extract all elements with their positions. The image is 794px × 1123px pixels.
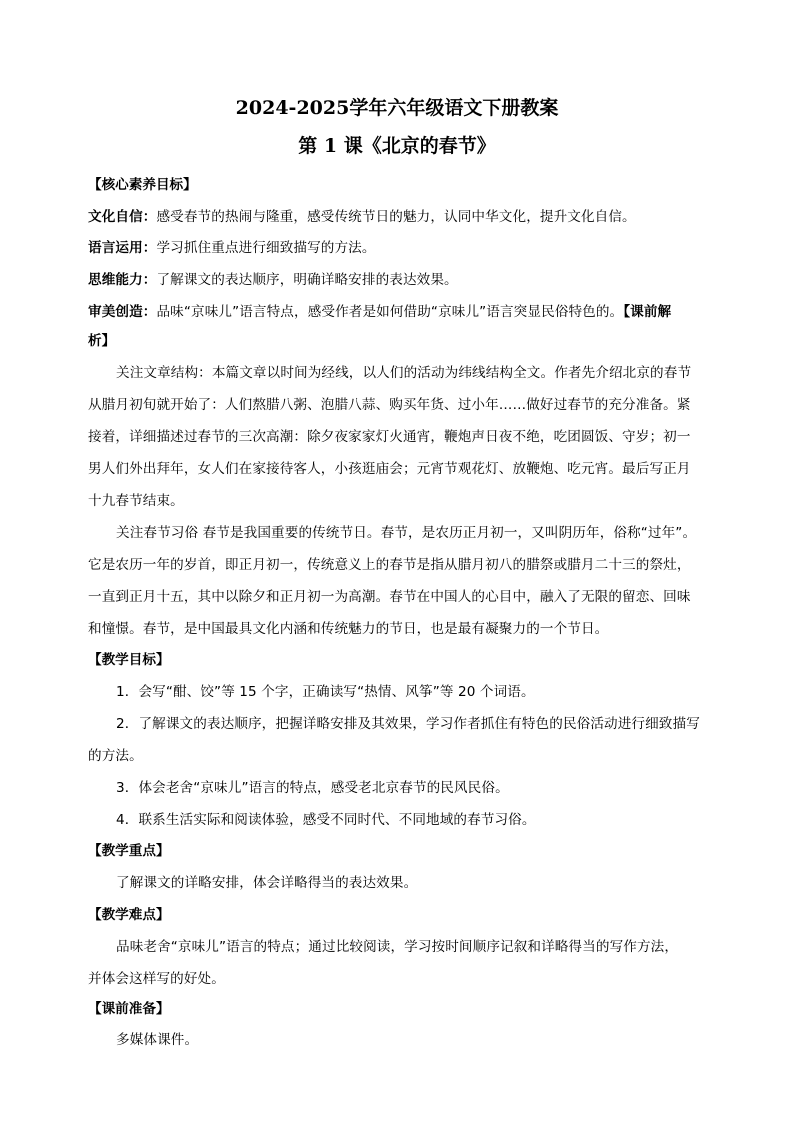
core-goal-language: [88, 238, 376, 258]
section-heading-analysis: 【课前解: [623, 304, 672, 320]
core-goal-text: 感受春节的热闹与隆重，感受传统节日的魅力，认同中华文化，提升文化自信。: [156, 209, 636, 225]
teaching-goal-item-cont: 的方法。: [88, 748, 143, 764]
analysis-paragraph-line: 关注文章结构：本篇文章以时间为经线，以人们的活动为纬线结构全文。作者先介绍北京的春节: [116, 365, 692, 381]
section-heading-analysis-cont: 析】: [88, 333, 116, 349]
lesson-title: 第 1 课《北京的春节》: [298, 135, 496, 157]
section-heading-key-points: 【教学重点】: [88, 843, 170, 859]
document-title: 2024-2025学年六年级语文下册教案: [235, 97, 559, 119]
core-goal-text: 了解课文的表达顺序，明确详略安排的表达效果。: [156, 272, 458, 288]
section-heading-preparation: 【课前准备】: [88, 1001, 170, 1017]
analysis-paragraph-line: 接着，详细描述过春节的三次高潮：除夕夜家家灯火通宵，鞭炮声日夜不绝，吃团圆饭、守岁；初一: [88, 429, 691, 445]
difficulties-text: 品味老舍“京味儿”语言的特点；通过比较阅读，学习按时间顺序记叙和详略得当的写作方法，: [116, 939, 679, 955]
core-goal-text: 品味“京味儿”语言特点，感受作者是如何借助“京味儿”语言突显民俗特色的。: [156, 304, 624, 320]
difficulties-text-cont: 并体会这样写的好处。: [88, 971, 225, 987]
teaching-goal-item: 2．了解课文的表达顺序，把握详略安排及其效果，学习作者抓住有特色的民俗活动进行细致描写: [116, 716, 700, 732]
core-goal-label: 文化自信：: [88, 209, 157, 225]
core-goal-culture: [88, 207, 636, 227]
core-goal-label: 思维能力：: [88, 272, 157, 288]
core-goal-label: 审美创造：: [88, 304, 157, 320]
analysis-paragraph-line: 它是农历一年的岁首，即正月初一，传统意义上的春节是指从腊月初八的腊祭或腊月二十三的祭灶，: [88, 557, 691, 573]
teaching-goal-item: 1．会写“酣、饺”等 15 个字，正确读写“热情、风筝”等 20 个词语。: [116, 684, 535, 700]
analysis-paragraph-line: 关注春节习俗 春节是我国重要的传统节日。春节，是农历正月初一，又叫阴历年，俗称“过年”。: [116, 525, 697, 541]
core-goal-thinking: [88, 270, 458, 290]
section-heading-core-goals: 【核心素养目标】: [88, 177, 197, 193]
analysis-paragraph-line: 十九春节结束。: [88, 493, 184, 509]
teaching-goal-item: 4．联系生活实际和阅读体验，感受不同时代、不同地域的春节习俗。: [116, 812, 536, 828]
analysis-paragraph-line: 男人们外出拜年，女人们在家接待客人，小孩逛庙会；元宵节观花灯、放鞭炮、吃元宵。最后写正月: [88, 461, 691, 477]
section-heading-difficulties: 【教学难点】: [88, 907, 170, 923]
preparation-text: 多媒体课件。: [116, 1032, 199, 1048]
section-heading-teaching-goals: 【教学目标】: [88, 652, 170, 668]
analysis-paragraph-line: 和憧憬。春节，是中国最具文化内涵和传统魅力的节日，也是最有凝聚力的一个节日。: [88, 621, 609, 637]
core-goal-label: 语言运用：: [88, 240, 157, 256]
core-goal-aesthetic: [88, 302, 671, 322]
core-goal-text: 学习抓住重点进行细致描写的方法。: [156, 240, 376, 256]
analysis-paragraph-line: 从腊月初旬就开始了：人们熬腊八粥、泡腊八蒜、购买年货、过小年……做好过春节的充分准备。紧: [88, 397, 691, 413]
analysis-paragraph-line: 一直到正月十五，其中以除夕和正月初一为高潮。春节在中国人的心目中，融入了无限的留恋、回味: [88, 589, 691, 605]
key-points-text: 了解课文的详略安排，体会详略得当的表达效果。: [116, 875, 418, 891]
teaching-goal-item: 3．体会老舍“京味儿”语言的特点，感受老北京春节的民风民俗。: [116, 780, 509, 796]
